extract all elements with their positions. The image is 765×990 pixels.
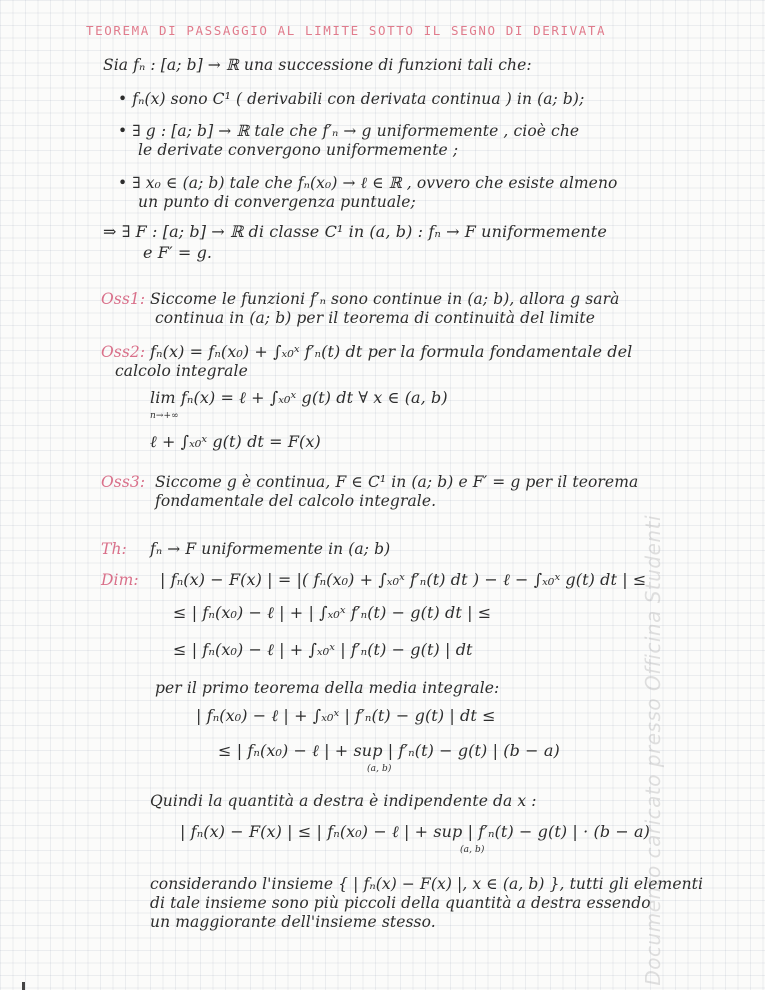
hypothesis-2: • ∃ g : [a; b] → ℝ tale che f′ₙ → g uniformemente , cioè che bbox=[118, 122, 580, 140]
hypothesis-1: • fₙ(x) sono C¹ ( derivabili con derivata continua ) in (a; b); bbox=[118, 90, 585, 108]
dim-line-6: | fₙ(x) − F(x) | ≤ | fₙ(x₀) − ℓ | + sup | f′ₙ(t) − g(t) | · (b − a) bbox=[180, 822, 651, 841]
th-label: Th: bbox=[101, 540, 127, 558]
oss2-label: Oss2: bbox=[101, 343, 146, 361]
dim-line-1: | fₙ(x) − F(x) | = |( fₙ(x₀) + ∫ₓ₀ˣ f′ₙ(t) dt ) − ℓ − ∫ₓ₀ˣ g(t) dt | ≤ bbox=[160, 570, 647, 589]
dim-note-1: per il primo teorema della media integrale: bbox=[155, 679, 500, 697]
dim-line-5: ≤ | fₙ(x₀) − ℓ | + sup | f′ₙ(t) − g(t) | (b − a) bbox=[218, 741, 560, 760]
watermark: Documento caricato presso Officina Studenti bbox=[641, 515, 665, 986]
theorem-intro: Sia fₙ : [a; b] → ℝ una successione di funzioni tali che: bbox=[103, 56, 532, 74]
hypothesis-3-cont: un punto di convergenza puntuale; bbox=[138, 193, 416, 211]
hypothesis-3: • ∃ x₀ ∈ (a; b) tale che fₙ(x₀) → ℓ ∈ ℝ , ovvero che esiste almeno bbox=[118, 174, 618, 192]
thesis-line-2: e F′ = g. bbox=[143, 243, 213, 262]
oss3-text-2: fondamentale del calcolo integrale. bbox=[155, 492, 437, 510]
dim-conclusion-3: un maggiorante dell'insieme stesso. bbox=[150, 913, 436, 931]
dim-line-4: | fₙ(x₀) − ℓ | + ∫ₓ₀ˣ | f′ₙ(t) − g(t) | dt ≤ bbox=[196, 706, 496, 725]
dim-label: Dim: bbox=[101, 571, 139, 589]
oss2-text: calcolo integrale bbox=[115, 362, 248, 380]
oss3-label: Oss3: bbox=[101, 473, 146, 491]
oss1-text-1: Siccome le funzioni f′ₙ sono continue in (a; b), allora g sarà bbox=[150, 290, 620, 308]
dim-line-5-sub: (a, b) bbox=[367, 764, 392, 774]
oss2-limit: lim fₙ(x) = ℓ + ∫ₓ₀ˣ g(t) dt ∀ x ∈ (a, b) bbox=[150, 388, 448, 407]
dim-note-2: Quindi la quantità a destra è indipendente da x : bbox=[150, 792, 537, 810]
page-title: TEOREMA DI PASSAGGIO AL LIMITE SOTTO IL SEGNO DI DERIVATA bbox=[86, 23, 607, 38]
oss3-text-1: Siccome g è continua, F ∈ C¹ in (a; b) e F′ = g per il teorema bbox=[155, 473, 639, 491]
page-corner-mark bbox=[22, 982, 25, 990]
dim-line-3: ≤ | fₙ(x₀) − ℓ | + ∫ₓ₀ˣ | f′ₙ(t) − g(t) | dt bbox=[173, 640, 473, 659]
oss1-label: Oss1: bbox=[101, 290, 146, 308]
oss2-limit-sub: n→+∞ bbox=[150, 411, 179, 421]
dim-conclusion-2: di tale insieme sono più piccoli della quantità a destra essendo bbox=[150, 894, 651, 912]
oss1-text-2: continua in (a; b) per il teorema di continuità del limite bbox=[155, 309, 596, 327]
th-text: fₙ → F uniformemente in (a; b) bbox=[150, 540, 391, 558]
hypothesis-2-cont: le derivate convergono uniformemente ; bbox=[138, 141, 459, 159]
thesis-line-1: ⇒ ∃ F : [a; b] → ℝ di classe C¹ in (a, b) : fₙ → F uniformemente bbox=[103, 222, 607, 241]
dim-line-2: ≤ | fₙ(x₀) − ℓ | + | ∫ₓ₀ˣ f′ₙ(t) − g(t) dt | ≤ bbox=[173, 603, 492, 622]
oss2-equality: ℓ + ∫ₓ₀ˣ g(t) dt = F(x) bbox=[150, 432, 321, 451]
oss2-formula-1: fₙ(x) = fₙ(x₀) + ∫ₓ₀ˣ f′ₙ(t) dt per la formula fondamentale del bbox=[150, 342, 633, 361]
dim-line-6-sub: (a, b) bbox=[460, 845, 485, 855]
dim-conclusion-1: considerando l'insieme { | fₙ(x) − F(x) |, x ∈ (a, b) }, tutti gli elementi bbox=[150, 875, 704, 893]
